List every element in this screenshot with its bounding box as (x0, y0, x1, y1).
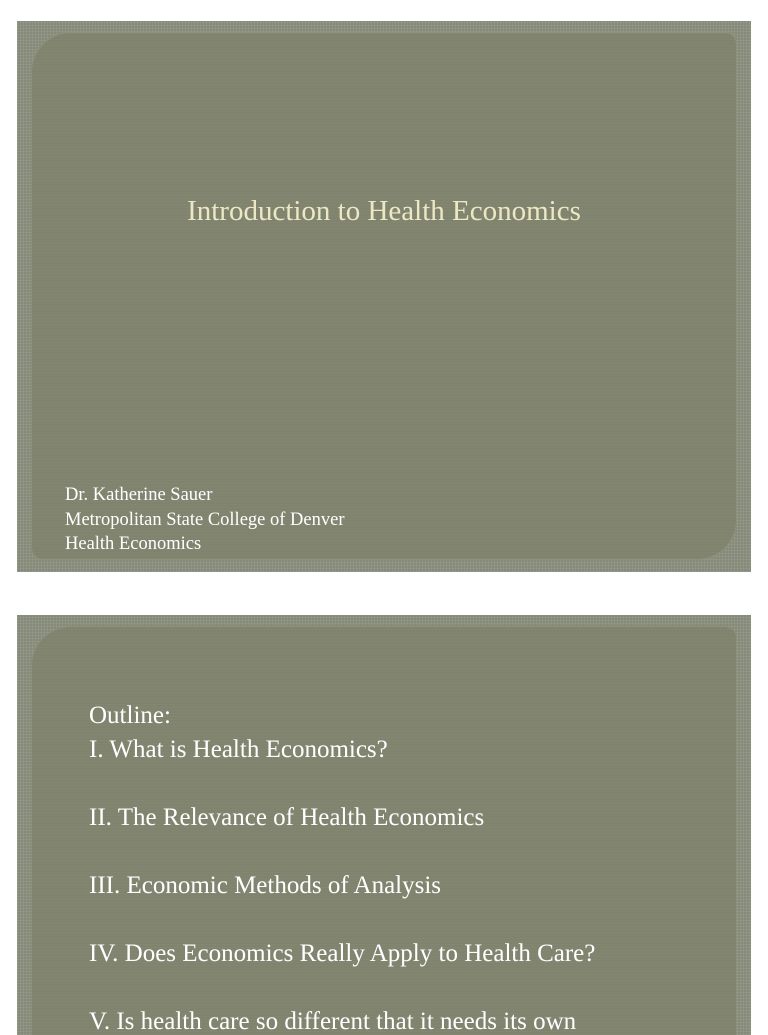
author-info (65, 483, 344, 557)
outline-slide (17, 615, 751, 1035)
slide-title: Introduction to Health Economics (187, 195, 581, 227)
outline-item: III. Economic Methods of Analysis (89, 872, 442, 899)
outline-item: IV. Does Economics Really Apply to Health Care? (89, 940, 596, 967)
outline-item: V. Is health care so different that it needs its own (89, 1008, 577, 1035)
slide-panel (31, 626, 737, 1035)
author-name: Dr. Katherine Sauer (65, 485, 213, 505)
author-institution: Metropolitan State College of Denver (65, 509, 345, 530)
outline-list (89, 699, 595, 1035)
slide-panel (31, 32, 737, 560)
course-name: Health Economics (65, 534, 202, 554)
outline-item: II. The Relevance of Health Economics (89, 804, 485, 831)
outline-heading: Outline: (89, 702, 171, 729)
outline-item: I. What is Health Economics? (89, 736, 388, 763)
title-slide (17, 21, 751, 572)
